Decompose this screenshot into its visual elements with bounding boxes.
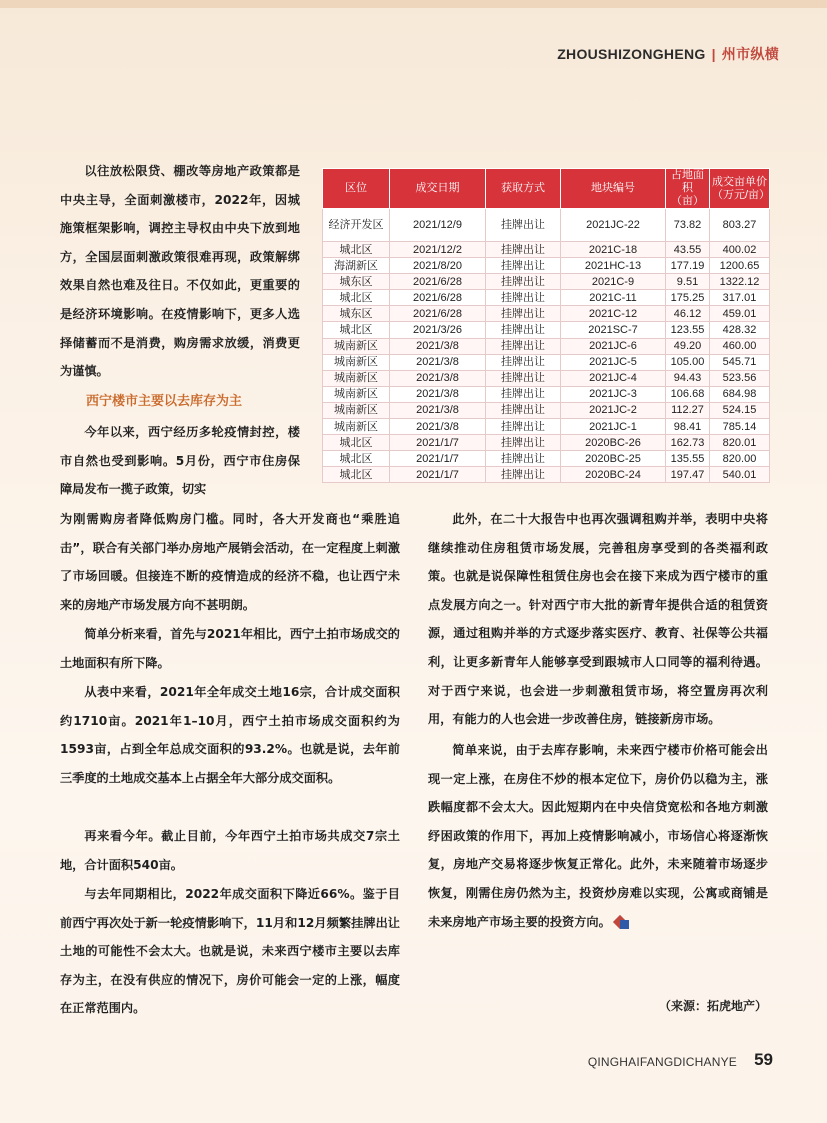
cell-date: 2021/3/8 [390,338,486,354]
cell-unit-price: 400.02 [710,242,770,258]
cell-district: 城南新区 [323,338,390,354]
page-number: 59 [754,1050,773,1069]
table-row [323,258,770,274]
cell-method: 挂牌出让 [486,467,561,483]
cell-district: 城东区 [323,306,390,322]
end-mark-icon [615,914,629,928]
cell-plot-id: 2021JC-1 [561,419,666,435]
cell-date: 2021/1/7 [390,467,486,483]
cell-plot-id: 2021JC-22 [561,209,666,242]
cell-method: 挂牌出让 [486,370,561,386]
cell-district: 城南新区 [323,419,390,435]
cell-unit-price: 317.01 [710,290,770,306]
cell-plot-id: 2021JC-3 [561,386,666,402]
cell-area: 43.55 [666,242,710,258]
table-row [323,451,770,467]
cell-plot-id: 2021C-12 [561,306,666,322]
left-paragraph-3: 简单分析来看，首先与2021年相比，西宁土拍市场成交的土地面积有所下降。 [60,627,400,670]
table-row [323,338,770,354]
cell-unit-price: 785.14 [710,419,770,435]
cell-date: 2021/6/28 [390,274,486,290]
cell-method: 挂牌出让 [486,451,561,467]
cell-method: 挂牌出让 [486,419,561,435]
header-plot-id: 地块编号 [561,169,666,209]
cell-area: 49.20 [666,338,710,354]
table-row [323,467,770,483]
cell-method: 挂牌出让 [486,258,561,274]
cell-date: 2021/1/7 [390,435,486,451]
cell-district: 城北区 [323,451,390,467]
cell-date: 2021/8/20 [390,258,486,274]
cell-area: 98.41 [666,419,710,435]
cell-area: 175.25 [666,290,710,306]
cell-unit-price: 820.01 [710,435,770,451]
cell-date: 2021/3/8 [390,402,486,418]
table-row [323,274,770,290]
cell-date: 2021/3/8 [390,386,486,402]
cell-area: 112.27 [666,402,710,418]
cell-district: 城北区 [323,242,390,258]
cell-area: 135.55 [666,451,710,467]
cell-method: 挂牌出让 [486,322,561,338]
right-paragraph-1: 此外，在二十大报告中也再次强调租购并举，表明中央将继续推动住房租赁市场发展，完善租房享受到的各类福利政策。也就是说保障性租赁住房也会在接下来成为西宁楼市的重点发展方向之一。针对西宁市大批的新青年提供合适的租赁资源，通过租购并举的方式逐步落实医疗、教育、社保等公共福利，让更多新青年人能够享受到跟城市人口同等的福利待遇。对于西宁来说，也会进一步刺激租赁市场，将空置房再次利用，有能力的人也会进一步改善住房，链接新房市场。 [428,512,768,727]
cell-district: 城南新区 [323,370,390,386]
table-row [323,242,770,258]
table-header-row [323,169,770,209]
header-unit-price: 成交亩单价（万元/亩） [710,169,770,209]
table-row [323,402,770,418]
cell-plot-id: 2021HC-13 [561,258,666,274]
cell-area: 106.68 [666,386,710,402]
table-row [323,209,770,242]
cell-unit-price: 460.00 [710,338,770,354]
cell-unit-price: 820.00 [710,451,770,467]
cell-area: 9.51 [666,274,710,290]
table-row [323,354,770,370]
table-row [323,322,770,338]
cell-method: 挂牌出让 [486,338,561,354]
cell-plot-id: 2020BC-26 [561,435,666,451]
left-paragraph-2-cont: 为刚需购房者降低购房门槛。同时，各大开发商也“乘胜追击”，联合有关部门举办房地产展销会活动，在一定程度上刺激了市场回暖。但接连不断的疫情造成的经济不稳，也让西宁未来的房地产市场发展方向不甚明朗。 [60,512,400,612]
article-source: （来源：拓虎地产） [658,999,767,1013]
column-header [557,44,779,64]
header-method: 获取方式 [486,169,561,209]
top-stripe [0,0,827,8]
cell-district: 城北区 [323,290,390,306]
cell-district: 城南新区 [323,354,390,370]
cell-plot-id: 2021JC-4 [561,370,666,386]
cell-area: 197.47 [666,467,710,483]
table-row [323,419,770,435]
land-transaction-table [322,168,770,483]
cell-method: 挂牌出让 [486,290,561,306]
cell-method: 挂牌出让 [486,435,561,451]
header-district: 区位 [323,169,390,209]
table-row [323,370,770,386]
cell-plot-id: 2021SC-7 [561,322,666,338]
cell-method: 挂牌出让 [486,209,561,242]
cell-unit-price: 545.71 [710,354,770,370]
cell-district: 城南新区 [323,386,390,402]
cell-plot-id: 2021JC-5 [561,354,666,370]
table-row [323,435,770,451]
cell-date: 2021/6/28 [390,306,486,322]
cell-method: 挂牌出让 [486,354,561,370]
cell-date: 2021/3/8 [390,354,486,370]
column-pinyin: ZHOUSHIZONGHENG [557,46,706,62]
cell-area: 94.43 [666,370,710,386]
table-row [323,386,770,402]
cell-area: 105.00 [666,354,710,370]
cell-plot-id: 2021C-11 [561,290,666,306]
cell-district: 城南新区 [323,402,390,418]
cell-district: 城北区 [323,435,390,451]
cell-plot-id: 2021C-9 [561,274,666,290]
cell-area: 123.55 [666,322,710,338]
cell-method: 挂牌出让 [486,386,561,402]
cell-district: 城东区 [323,274,390,290]
header-date: 成交日期 [390,169,486,209]
cell-plot-id: 2020BC-24 [561,467,666,483]
cell-plot-id: 2021JC-6 [561,338,666,354]
cell-date: 2021/3/8 [390,419,486,435]
cell-plot-id: 2020BC-25 [561,451,666,467]
cell-unit-price: 459.01 [710,306,770,322]
right-paragraph-2 [428,736,768,936]
cell-unit-price: 803.27 [710,209,770,242]
footer-magazine-name: QINGHAIFANGDICHANYE [587,1055,737,1069]
cell-plot-id: 2021C-18 [561,242,666,258]
cell-unit-price: 540.01 [710,467,770,483]
cell-unit-price: 684.98 [710,386,770,402]
cell-plot-id: 2021JC-2 [561,402,666,418]
cell-date: 2021/12/9 [390,209,486,242]
left-paragraph-2: 今年以来，西宁经历多轮疫情封控，楼市自然也受到影响。5月份，西宁市住房保障局发布一揽子政策，切实 [60,425,300,497]
cell-date: 2021/6/28 [390,290,486,306]
left-paragraph-5: 再来看今年。截止目前，今年西宁土拍市场共成交7宗土地，合计面积540亩。 [60,829,400,872]
cell-area: 162.73 [666,435,710,451]
cell-date: 2021/1/7 [390,451,486,467]
cell-date: 2021/3/26 [390,322,486,338]
table-row [323,306,770,322]
left-paragraph-1: 以往放松限贷、棚改等房地产政策都是中央主导，全面刺激楼市，2022年，因城施策框架影响，调控主导权由中央下放到地方，全国层面刺激政策很难再现，政策解绑效果自然也难及往日。不仅如此，更重要的是经济环境影响。在疫情影响下，更多人选择储蓄而不是消费，购房需求放缓，消费更为谨慎。 [60,164,300,379]
cell-area: 177.19 [666,258,710,274]
column-separator: | [711,46,716,62]
cell-unit-price: 524.15 [710,402,770,418]
header-area: 占地面积 （亩） [666,169,710,209]
cell-date: 2021/3/8 [390,370,486,386]
section-title: 西宁楼市主要以去库存为主 [86,394,243,409]
cell-area: 73.82 [666,209,710,242]
table-row [323,290,770,306]
cell-unit-price: 1200.65 [710,258,770,274]
cell-method: 挂牌出让 [486,242,561,258]
cell-method: 挂牌出让 [486,274,561,290]
table-body [323,209,770,483]
cell-district: 城北区 [323,467,390,483]
column-cn-title: 州市纵横 [721,47,779,63]
cell-date: 2021/12/2 [390,242,486,258]
cell-method: 挂牌出让 [486,306,561,322]
cell-district: 经济开发区 [323,209,390,242]
cell-unit-price: 1322.12 [710,274,770,290]
cell-unit-price: 428.32 [710,322,770,338]
cell-unit-price: 523.56 [710,370,770,386]
cell-district: 城北区 [323,322,390,338]
cell-area: 46.12 [666,306,710,322]
cell-method: 挂牌出让 [486,402,561,418]
left-paragraph-6: 与去年同期相比，2022年成交面积下降近66%。鉴于目前西宁再次处于新一轮疫情影响下，11月和12月频繁挂牌出让土地的可能性不会太大。也就是说，未来西宁楼市主要以去库存为主，在没有供应的情况下，房价可能会一定的上涨，幅度在正常范围内。 [60,887,400,1016]
right-paragraph-2-text: 简单来说，由于去库存影响，未来西宁楼市价格可能会出现一定上涨，在房住不炒的根本定位下，房价仍以稳为主，涨跌幅度都不会太大。因此短期内在中央信贷宽松和各地方刺激纾困政策的作用下，再加上疫情影响减小，市场信心将逐渐恢复，房地产交易将逐步恢复正常化。此外，未来随着市场逐步恢复，刚需住房仍然为主，投资炒房难以实现，公寓或商铺是未来房地产市场主要的投资方向。 [428,743,768,929]
left-paragraph-4: 从表中来看，2021年全年成交土地16宗，合计成交面积约1710亩。2021年1–10月，西宁土拍市场成交面积约为1593亩，占到全年总成交面积的93.2%。也就是说，去年前三季度的土地成交基本上占据全年大部分成交面积。 [60,685,400,785]
cell-district: 海湖新区 [323,258,390,274]
